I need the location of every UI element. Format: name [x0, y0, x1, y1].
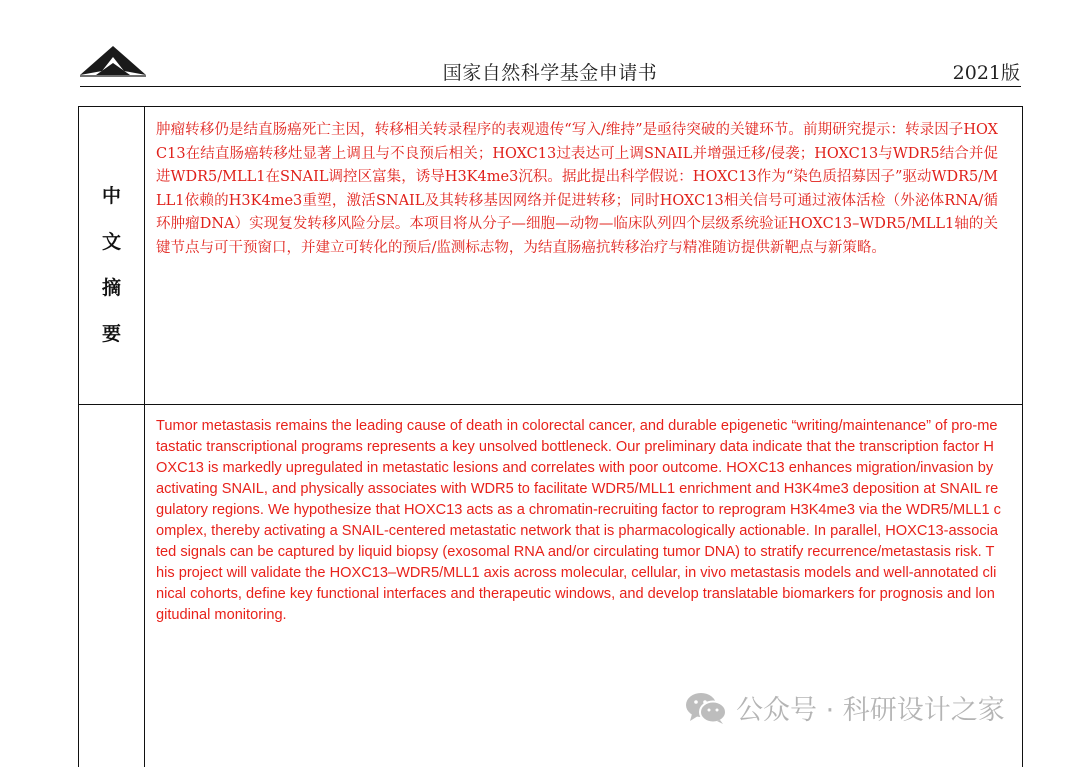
document-edition: 2021版: [952, 62, 1020, 84]
section-label-char: 要: [101, 323, 121, 345]
document-title: 国家自然科学基金申请书: [442, 62, 658, 84]
section-label-char: 摘: [101, 277, 121, 299]
watermark: [684, 688, 1005, 727]
english-abstract: Tumor metastasis remains the leading cause of death in colorectal cancer, and durable epigenetic “writing/maintenance” of pro-metastatic transcriptional programs represents a key unsolved bottleneck. Our preliminary data indicate that the transcription factor HOXC13 is markedly upregulated in metastatic lesions and correlates with poor outcome. HOXC13 enhances migration/invasion by activating SNAIL, and physically associates with WDR5 to facilitate WDR5/MLL1 enrichment and H3K4me3 deposition at SNAIL regulatory regions. We hypothesize that HOXC13 acts as a chromatin-recruiting factor to reprogram H3K4me3 via the WDR5/MLL1 complex, thereby activating a SNAIL-centered metastatic network that is pharmacologically actionable. In parallel, HOXC13-associated signals can be captured by liquid biopsy (exosomal RNA and/or circulating tumor DNA) to stratify recurrence/metastasis risk. This project will validate the HOXC13–WDR5/MLL1 axis across molecular, cellular, in vivo metastasis models and well-annotated clinical cohorts, define key functional interfaces and therapeutic windows, and develop translatable biomarkers for prognosis and longitudinal monitoring.: [156, 418, 1001, 623]
section-label-char: 文: [101, 231, 121, 253]
section-label: [79, 173, 144, 357]
row-divider: [79, 404, 1022, 405]
chinese-abstract: 肿瘤转移仍是结直肠癌死亡主因，转移相关转录程序的表观遗传“写入/维持”是亟待突破的关键环节。前期研究提示：转录因子HOXC13在结直肠癌转移灶显著上调且与不良预后相关；HOXC13过表达可上调SNAIL并增强迁移/侵袭；HOXC13与WDR5结合并促进WDR5/MLL1在SNAIL调控区富集，诱导H3K4me3沉积。据此提出科学假说：HOXC13作为“染色质招募因子”驱动WDR5/MLL1依赖的H3K4me3重塑，激活SNAIL及其转移基因网络并促进转移；同时HOXC13相关信号可通过液体活检（外泌体RNA/循环肿瘤DNA）实现复发转移风险分层。本项目将从分子—细胞—动物—临床队列四个层级系统验证HOXC13–WDR5/MLL1轴的关键节点与可干预窗口，并建立可转化的预后/监测标志物，为结直肠癌抗转移治疗与精准随访提供新靶点与新策略。: [156, 122, 998, 256]
watermark-text: 公众号 · 科研设计之家: [736, 695, 1005, 726]
abstract-table: [78, 106, 1023, 767]
section-label-char: 中: [101, 185, 121, 207]
column-divider: [144, 107, 145, 767]
header-divider: [80, 86, 1021, 87]
wechat-icon: [684, 691, 728, 725]
